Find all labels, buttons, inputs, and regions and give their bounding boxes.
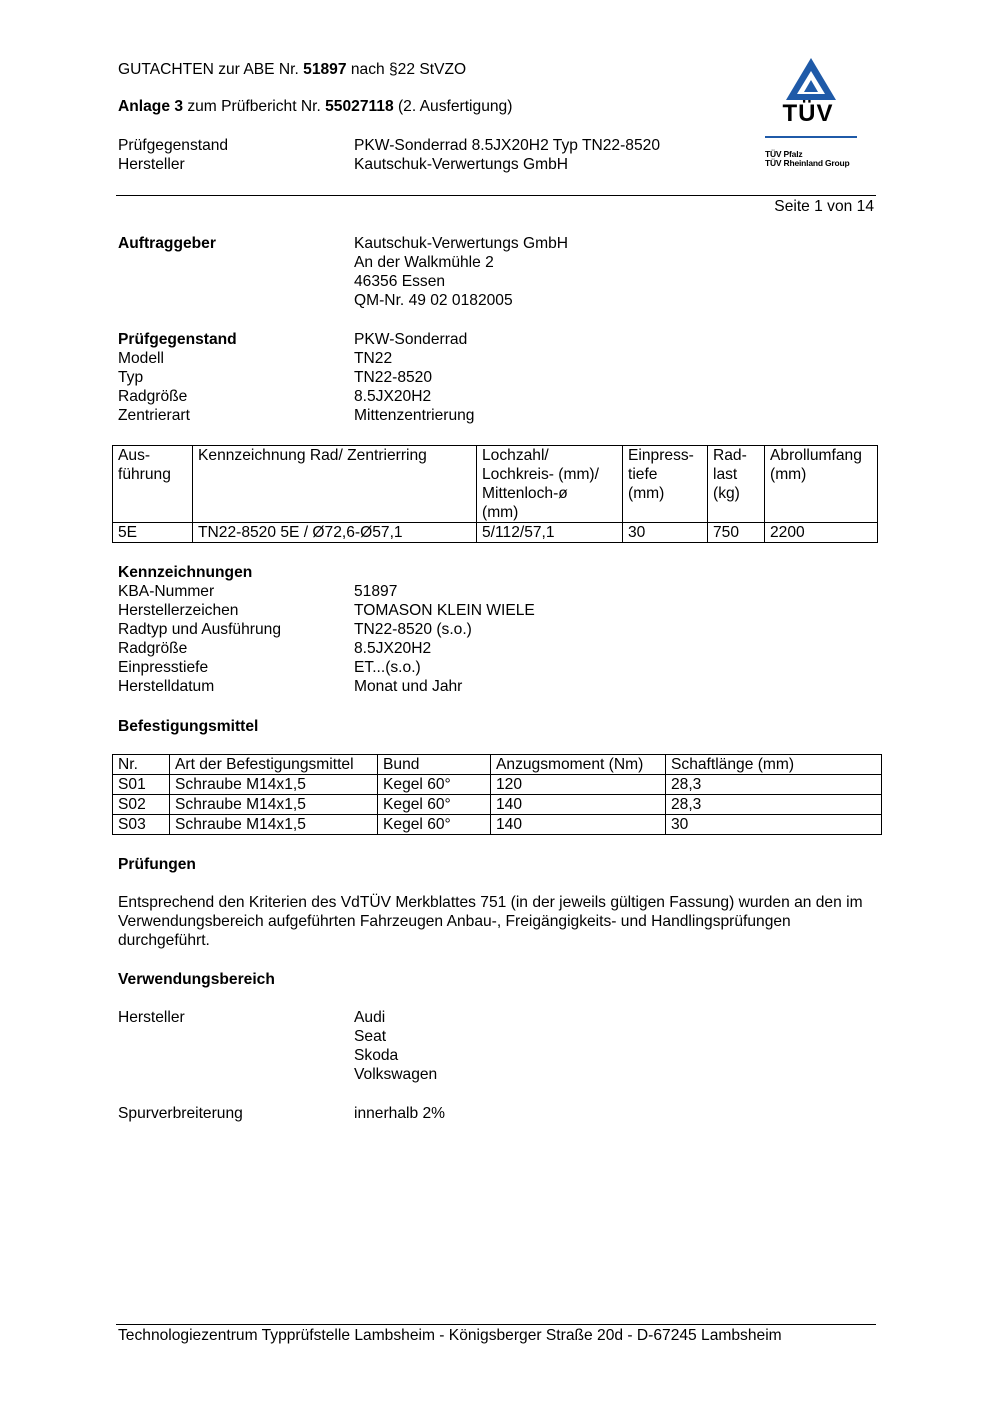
table-header-row: Nr. Art der Befestigungsmittel Bund Anzugsmoment (Nm) Schaftlänge (mm)	[113, 755, 882, 775]
table-header-cell: Aus- führung	[113, 446, 193, 523]
wheel-table	[112, 445, 878, 543]
header-row: Prüfgegenstand PKW-Sonderrad 8.5JX20H2 Typ TN22-8520	[118, 137, 660, 154]
table-header-cell: Rad- last (kg)	[708, 446, 765, 523]
footer-divider	[116, 1324, 876, 1325]
header-row: Hersteller Kautschuk-Verwertungs GmbH	[118, 156, 569, 173]
header-info	[118, 136, 758, 174]
befestigung-title: Befestigungsmittel	[118, 718, 259, 735]
auftraggeber-section: Auftraggeber Kautschuk-Verwertungs GmbH An der Walkmühle 2 46356 Essen QM-Nr. 49 02 0182005	[118, 235, 569, 309]
tuv-logo-subtitle: TÜV Pfalz TÜV Rheinland Group	[765, 149, 850, 168]
table-header-cell: Einpress- tiefe (mm)	[623, 446, 708, 523]
list-item: Seat	[354, 1028, 387, 1045]
tuv-logo	[760, 56, 860, 172]
spurverbreiterung-row: Spurverbreiterung innerhalb 2%	[118, 1105, 446, 1122]
verwendungsbereich-title: Verwendungsbereich	[118, 971, 275, 988]
table-row: S03 Schraube M14x1,5 Kegel 60° 140 30	[113, 815, 882, 835]
table-header-cell: Abrollumfang (mm)	[765, 446, 878, 523]
document-subtitle: Anlage 3 zum Prüfbericht Nr. 55027118 (2. Ausfertigung)	[118, 98, 513, 115]
tuv-logo-bar	[765, 136, 857, 138]
header-divider	[116, 195, 876, 196]
hersteller-list: Hersteller Audi Seat Skoda Volkswagen	[118, 1008, 878, 1084]
table-header-cell: Lochzahl/ Lochkreis- (mm)/ Mittenloch-ø (mm)	[477, 446, 623, 523]
list-item: Volkswagen	[354, 1066, 438, 1083]
footer-address: Technologiezentrum Typprüfstelle Lambsheim - Königsberger Straße 20d - D-67245 Lambsheim	[118, 1327, 782, 1344]
kennzeichnungen-section: KBA-Nummer 51897 Herstellerzeichen TOMASON KLEIN WIELE Radtyp und Ausführung TN22-8520 (s.o.) Radgröße 8.5JX20H2 Einpresstiefe ET...(s.o.) Herstelldatum Monat und Jahr	[118, 583, 535, 695]
page-number: Seite 1 von 14	[774, 198, 874, 215]
table-row: S01 Schraube M14x1,5 Kegel 60° 120 28,3	[113, 775, 882, 795]
list-item: Audi	[354, 1009, 386, 1026]
report-number: 55027118	[325, 98, 394, 115]
table-row: S02 Schraube M14x1,5 Kegel 60° 140 28,3	[113, 795, 882, 815]
table-header-cell: Kennzeichnung Rad/ Zentrierring	[193, 446, 477, 523]
tuv-triangle-icon	[766, 56, 856, 104]
table-row: 5E TN22-8520 5E / Ø72,6-Ø57,1 5/112/57,1 30 750 2200	[113, 523, 878, 543]
abe-number: 51897	[303, 61, 347, 78]
pruefungen-text: Entsprechend den Kriterien des VdTÜV Merkblattes 751 (in der jeweils gültigen Fassung) wurden an den im Verwendungsbereich aufgeführten Fahrzeugen Anbau-, Freigängigkeits- und Handlingsprüfungen durchgeführt.	[118, 894, 863, 949]
kennzeichnungen-title: Kennzeichnungen	[118, 564, 253, 581]
table-header-row	[113, 446, 878, 523]
list-item: Skoda	[354, 1047, 399, 1064]
pruefungen-title: Prüfungen	[118, 856, 196, 873]
tuv-logo-text: TÜV	[782, 100, 834, 127]
auftraggeber-label: Auftraggeber	[118, 235, 216, 252]
fastener-table	[112, 754, 882, 835]
pruefgegenstand-section: Prüfgegenstand PKW-Sonderrad Modell TN22 Typ TN22-8520 Radgröße 8.5JX20H2 Zentrierart Mittenzentrierung	[118, 331, 475, 424]
document-title: GUTACHTEN zur ABE Nr. 51897 nach §22 StVZO	[118, 61, 467, 78]
